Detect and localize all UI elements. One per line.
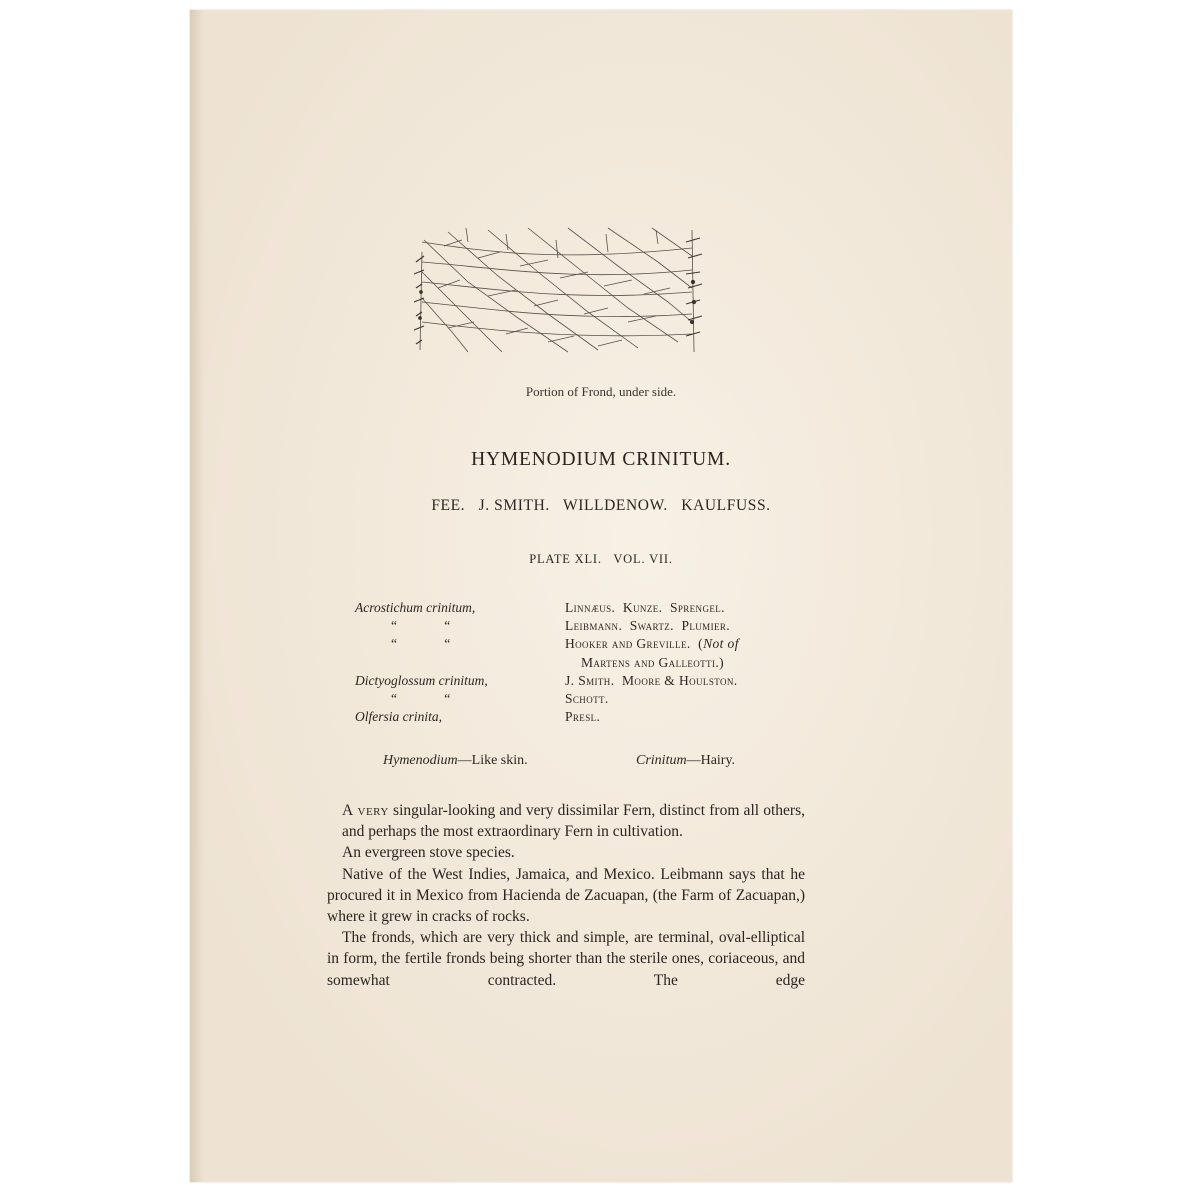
synonym-authorities [565, 599, 825, 726]
frond-illustration [408, 222, 720, 358]
synonym-name: Dictyoglossum crinitum, [355, 672, 488, 688]
body-text [327, 800, 805, 991]
paragraph: The fronds, which are very thick and simple, are terminal, oval-elliptical in form, the fertile fronds being shorter than the sterile ones, coriaceous, and somewhat contracted. The edge [327, 929, 805, 989]
etymology-term: Hymenodium [383, 753, 458, 768]
ditto-mark: “ “ [391, 618, 451, 634]
page-title: HYMENODIUM CRINITUM. [471, 449, 731, 470]
synonym-name: Olfersia crinita, [355, 709, 442, 725]
synonym-authority: Linnæus. Kunze. Sprengel. [565, 600, 725, 615]
etymology-definition: —Like skin. [457, 753, 528, 768]
synonym-authority-row [565, 635, 825, 653]
synonym-name: Acrostichum crinitum, [355, 600, 476, 615]
authorities-line: FEE. J. SMITH. WILLDENOW. KAULFUSS. [431, 497, 771, 514]
synonym-name-blank [355, 654, 555, 672]
synonym-note-italic: Not of [703, 636, 739, 652]
synonym-names [355, 599, 555, 726]
ditto-mark: “ “ [391, 690, 451, 706]
etymology-species [636, 753, 735, 769]
synonym-authority: J. Smith. Moore & Houlston. [565, 672, 738, 688]
synonym-authority: Schott. [565, 690, 609, 706]
synonym-authority: Presl. [565, 709, 601, 725]
paragraph: An evergreen stove species. [342, 844, 515, 862]
etymology-term: Crinitum [636, 753, 687, 768]
etymology-genus [383, 753, 528, 769]
etymology-definition: —Hairy. [686, 753, 736, 768]
synonym-authority: Leibmann. Swartz. Plumier. [565, 618, 731, 634]
paragraph-lead: A very [342, 802, 389, 819]
figure-caption: Portion of Frond, under side. [525, 384, 677, 399]
paragraph [327, 800, 805, 842]
plate-reference: PLATE XLI. VOL. VII. [529, 552, 673, 566]
synonym-authority: Martens and Galleotti.) [581, 654, 725, 670]
ditto-mark: “ “ [391, 636, 451, 652]
synonym-authority: Hooker and Greville. ( [565, 636, 704, 652]
paragraph: Native of the West Indies, Jamaica, and Mexico. Leibmann says that he procured it in Mexico from Hacienda de Zacuapan, (the Farm of Zacuapan,) where it grew in cracks of rocks. [327, 865, 805, 926]
paragraph-text: singular-looking and very dissimilar Fern, distinct from all others, and perhaps the most extraordinary Fern in cultivation. [342, 802, 805, 841]
book-page [190, 10, 1012, 1182]
